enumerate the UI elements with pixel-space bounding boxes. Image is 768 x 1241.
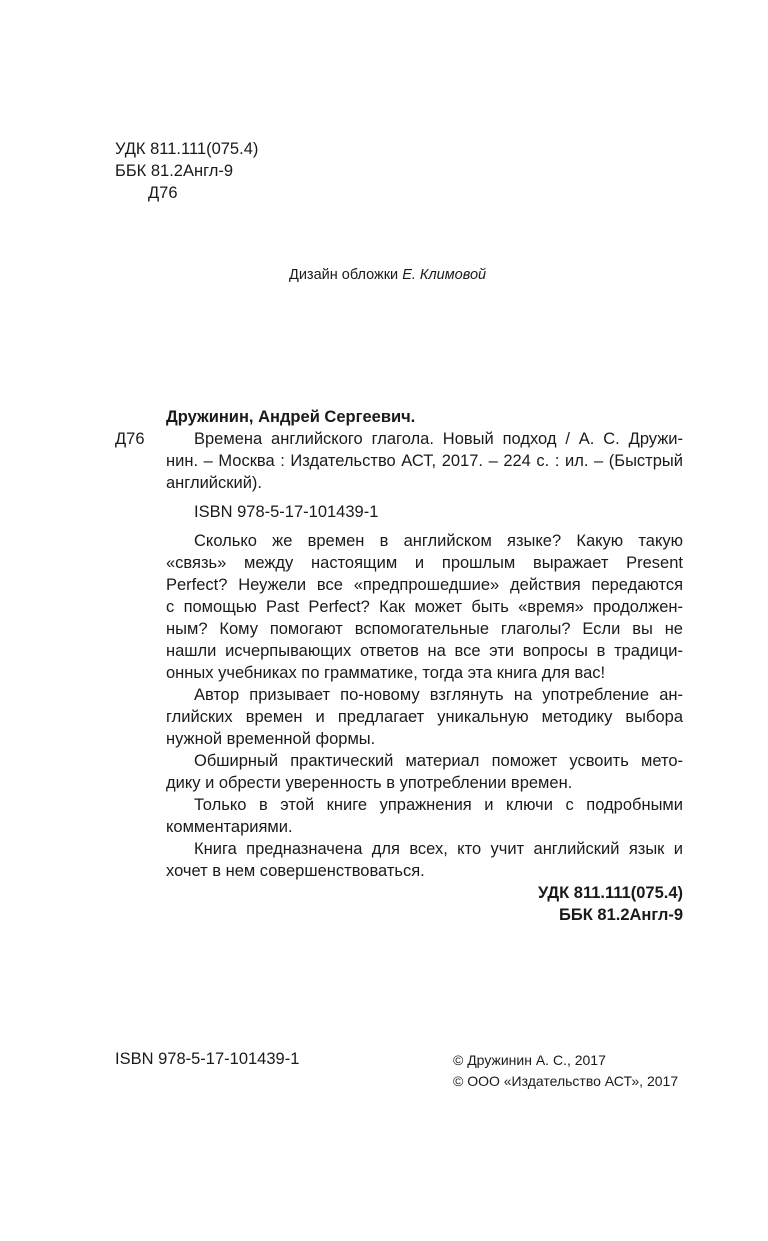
description-line: английский).: [166, 474, 262, 492]
copyright-author: © Дружинин А. С., 2017: [453, 1052, 606, 1068]
annotation-line: нужной временной формы.: [166, 730, 376, 748]
annotation-line: Только в этой книге упражнения и ключи с подробными: [194, 796, 683, 814]
annotation-line: «связь» между настоящим и прошлым выражает Present: [166, 554, 683, 572]
annotation-line: Perfect? Неужели все «предпрошедшие» действия передаются: [166, 576, 683, 594]
record-author-mark: Д76: [115, 430, 145, 448]
annotation-line: дику и обрести уверенность в употреблении времен.: [166, 774, 573, 792]
bbk-code: ББК 81.2Англ-9: [115, 162, 234, 180]
udk-code: УДК 811.111(075.4): [115, 140, 259, 158]
cover-design-credit: [289, 267, 486, 283]
annotation-line: Сколько же времен в английском языке? Какую такую: [194, 532, 683, 550]
copyright-block: [453, 1050, 678, 1092]
classification-codes: [115, 138, 258, 204]
copyright-publisher: © ООО «Издательство АСТ», 2017: [453, 1073, 679, 1089]
cover-design-label: Дизайн обложки: [289, 267, 399, 283]
annotation-line: с помощью Past Perfect? Как может быть «время» продолжен-: [166, 598, 683, 616]
annotation-line: Книга предназначена для всех, кто учит английский язык и: [194, 840, 683, 858]
annotation-line: нашли исчерпывающих ответов на все эти вопросы в традици-: [166, 642, 683, 660]
annotation-line: Автор призывает по-новому взглянуть на употребление ан-: [194, 686, 683, 704]
annotation-line: ным? Кому помогают вспомогательные глаголы? Если вы не: [166, 620, 683, 638]
description-line: Времена английского глагола. Новый подход / А. С. Дружи-: [194, 430, 683, 448]
annotation: [166, 530, 683, 882]
annotation-line: комментариями.: [166, 818, 293, 836]
author-heading: Дружинин, Андрей Сергеевич.: [166, 408, 416, 426]
bibliographic-record: [166, 406, 683, 926]
annotation-line: онных учебниках по грамматике, тогда эта книга для вас!: [166, 664, 606, 682]
cover-designer-name: Е. Климовой: [402, 267, 487, 283]
annotation-line: хочет в нем совершенствоваться.: [166, 862, 425, 880]
annotation-line: Обширный практический материал поможет усвоить мето-: [194, 752, 683, 770]
footer-isbn: ISBN 978-5-17-101439-1: [115, 1050, 300, 1068]
record-isbn: ISBN 978-5-17-101439-1: [194, 503, 379, 521]
footer-bbk-code: ББК 81.2Англ-9: [559, 906, 683, 924]
description-line: нин. – Москва : Издательство АСТ, 2017. – 224 с. : ил. – (Быстрый: [166, 452, 683, 470]
annotation-line: глийских времен и предлагает уникальную методику выбора: [166, 708, 683, 726]
author-mark: Д76: [148, 184, 178, 202]
footer-udk-code: УДК 811.111(075.4): [537, 884, 683, 902]
